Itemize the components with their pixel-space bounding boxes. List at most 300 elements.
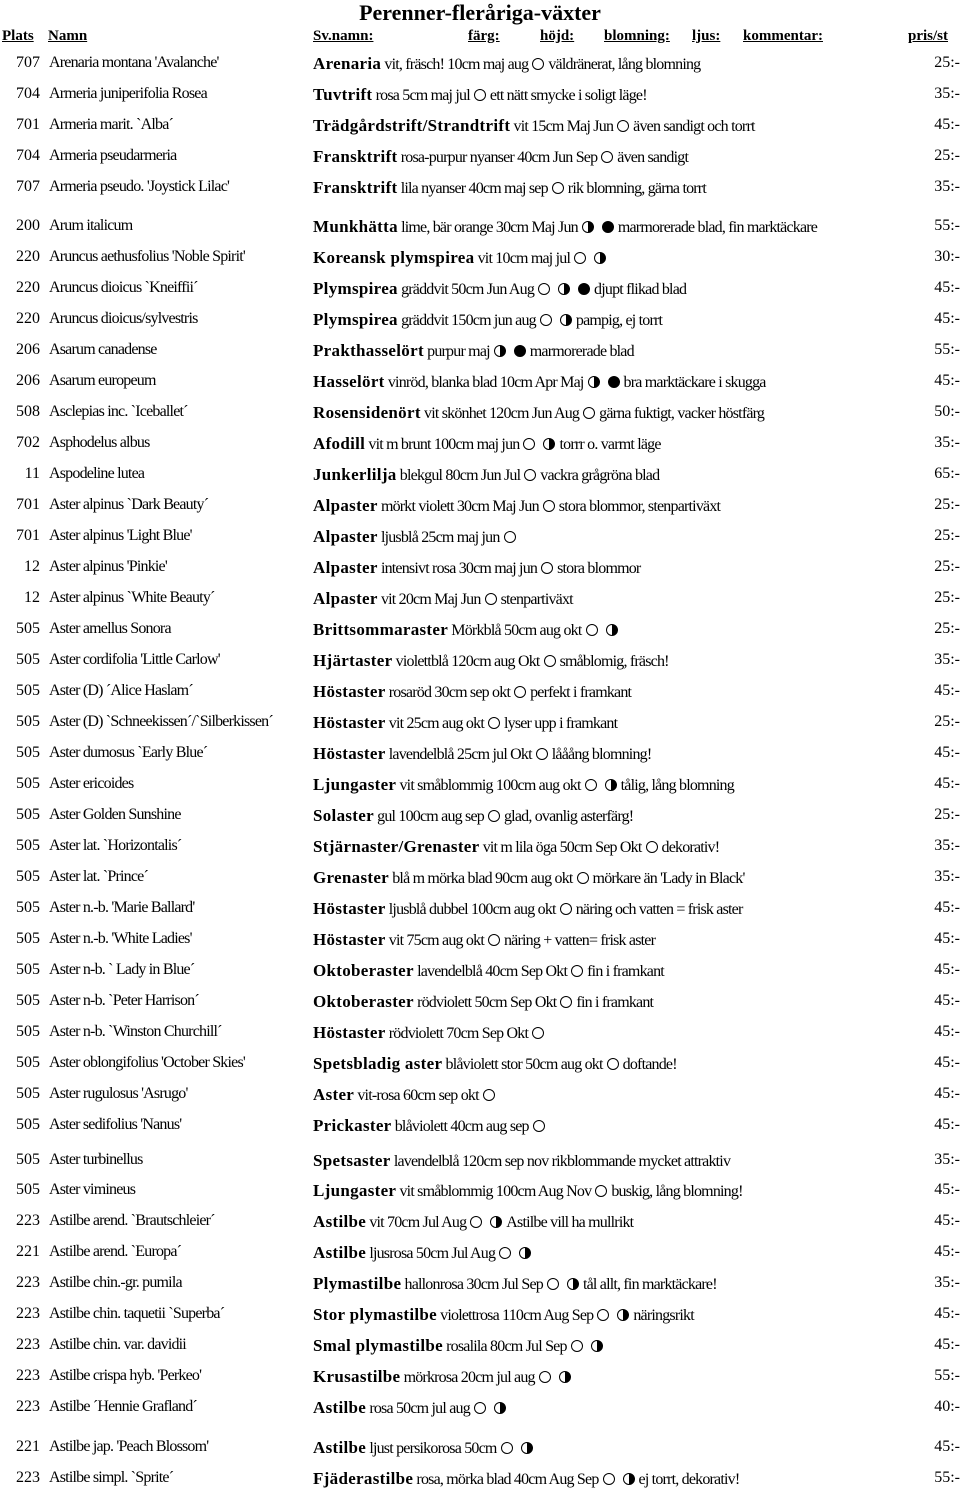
swedish-name: Ljungaster <box>313 775 397 794</box>
table-row <box>0 769 960 799</box>
color-height-bloom: lavendelblå 40cm Sep Okt <box>417 963 568 980</box>
swedish-name: Afodill <box>313 434 366 453</box>
swedish-name: Smal plymastilbe <box>313 1336 443 1355</box>
plats-cell: 505 <box>16 744 40 761</box>
full-sun-icon <box>574 252 586 264</box>
price-cell: 30:- <box>934 248 960 265</box>
swedish-name: Ljungaster <box>313 1181 397 1200</box>
latin-name-cell: Aster alpinus 'Pinkie' <box>49 558 167 575</box>
plats-cell: 505 <box>16 806 40 823</box>
table-row <box>0 552 960 582</box>
price-cell: 45:- <box>934 899 960 916</box>
color-height-bloom: vit 20cm Maj Jun <box>380 591 481 608</box>
description-cell <box>313 1243 923 1263</box>
color-height-bloom: mörkrosa 20cm jul aug <box>403 1369 535 1386</box>
latin-name-cell: Armeria juniperifolia Rosea <box>49 85 207 102</box>
comment: småblomig, fräsch! <box>559 653 669 670</box>
swedish-name: Junkerlilja <box>313 465 397 484</box>
latin-name-cell: Aster sedifolius 'Nanus' <box>49 1116 182 1133</box>
plats-cell: 505 <box>16 1023 40 1040</box>
full-sun-icon <box>586 624 598 636</box>
description-cell <box>313 496 923 516</box>
price-cell: 45:- <box>934 744 960 761</box>
color-height-bloom: vit 75cm aug okt <box>388 932 484 949</box>
price-cell: 45:- <box>934 279 960 296</box>
price-cell: 45:- <box>934 775 960 792</box>
description-cell <box>313 713 923 733</box>
swedish-name: Brittsommaraster <box>313 620 449 639</box>
swedish-name: Fransktrift <box>313 178 398 197</box>
color-height-bloom: violettrosa 110cm Aug Sep <box>440 1307 594 1324</box>
full-sun-icon <box>646 841 658 853</box>
table-row <box>0 676 960 706</box>
comment: rik blomning, gärna torrt <box>567 180 706 197</box>
latin-name-cell: Aster cordifolia 'Little Carlow' <box>49 651 220 668</box>
full-sun-icon <box>583 407 595 419</box>
comment: stenpartiväxt <box>500 591 573 608</box>
table-row <box>0 1361 960 1391</box>
full-sun-icon <box>541 562 553 574</box>
header-pris: pris/st <box>908 28 949 44</box>
table-row <box>0 800 960 830</box>
comment: även sandigt <box>617 149 689 166</box>
price-cell: 35:- <box>934 1151 960 1168</box>
plats-cell: 220 <box>16 248 40 265</box>
full-sun-icon <box>488 934 500 946</box>
table-row <box>0 1110 960 1140</box>
swedish-name: Solaster <box>313 806 374 825</box>
comment: vackra grågröna blad <box>540 467 660 484</box>
swedish-name: Spetsbladig aster <box>313 1054 443 1073</box>
table-row <box>0 110 960 140</box>
latin-name-cell: Astilbe chin. var. davidii <box>49 1336 186 1353</box>
comment: gärna fuktigt, vacker höstfärg <box>599 405 765 422</box>
color-height-bloom: rosalila 80cm Jul Sep <box>446 1338 567 1355</box>
price-cell: 45:- <box>934 310 960 327</box>
table-row <box>0 211 960 241</box>
price-cell: 45:- <box>934 116 960 133</box>
comment: fin i framkant <box>576 994 654 1011</box>
color-height-bloom: vit småblommig 100cm Aug Nov <box>399 1183 592 1200</box>
swedish-name: Arenaria <box>313 54 382 73</box>
table-row <box>0 397 960 427</box>
price-cell: 45:- <box>934 1305 960 1322</box>
table-row <box>0 1206 960 1236</box>
price-cell: 45:- <box>934 1212 960 1229</box>
half-shade-icon <box>606 624 618 636</box>
comment: ett nätt smycke i soligt läge! <box>489 87 647 104</box>
description-cell <box>313 85 923 105</box>
latin-name-cell: Aster alpinus 'Light Blue' <box>49 527 192 544</box>
latin-name-cell: Aster vimineus <box>49 1181 136 1198</box>
description-cell <box>313 1085 923 1105</box>
half-shade-icon <box>490 1216 502 1228</box>
comment: torrr o. varmt läge <box>559 436 661 453</box>
swedish-name: Munkhätta <box>313 217 398 236</box>
price-cell: 55:- <box>934 1469 960 1486</box>
price-cell: 35:- <box>934 868 960 885</box>
full-sun-icon <box>536 748 548 760</box>
shade-icon <box>578 283 590 295</box>
full-sun-icon <box>571 1340 583 1352</box>
color-height-bloom: vit 10cm maj jul <box>477 250 571 267</box>
plats-cell: 505 <box>16 961 40 978</box>
plats-cell: 702 <box>16 434 40 451</box>
swedish-name: Alpaster <box>313 589 378 608</box>
swedish-name: Fjäderastilbe <box>313 1469 414 1488</box>
latin-name-cell: Asclepias inc. `Iceballet´ <box>49 403 188 420</box>
comment: lååång blomning! <box>551 746 652 763</box>
comment: näring + vatten= frisk aster <box>503 932 656 949</box>
price-cell: 25:- <box>934 713 960 730</box>
full-sun-icon <box>504 531 516 543</box>
price-cell: 45:- <box>934 1054 960 1071</box>
plats-cell: 12 <box>24 589 40 606</box>
plats-cell: 505 <box>16 1181 40 1198</box>
description-cell <box>313 1398 923 1418</box>
plats-cell: 508 <box>16 403 40 420</box>
color-height-bloom: purpur maj <box>427 343 490 360</box>
description-cell <box>313 217 923 237</box>
shade-icon <box>608 376 620 388</box>
full-sun-icon <box>533 1120 545 1132</box>
description-cell <box>313 1305 923 1325</box>
swedish-name: Trädgårdstrift/Strandtrift <box>313 116 511 135</box>
header-farg: färg: <box>468 28 500 44</box>
full-sun-icon <box>501 1442 513 1454</box>
swedish-name: Höstaster <box>313 1023 386 1042</box>
color-height-bloom: intensivt rosa 30cm maj jun <box>380 560 538 577</box>
swedish-name: Höstaster <box>313 682 386 701</box>
plats-cell: 505 <box>16 1085 40 1102</box>
latin-name-cell: Astilbe ´Hennie Grafland´ <box>49 1398 197 1415</box>
color-height-bloom: lime, bär orange 30cm Maj Jun <box>401 219 578 236</box>
color-height-bloom: rosa 5cm maj jul <box>375 87 470 104</box>
plats-cell: 223 <box>16 1367 40 1384</box>
description-cell <box>313 620 923 640</box>
latin-name-cell: Arum italicum <box>49 217 133 234</box>
description-cell <box>313 1274 923 1294</box>
comment: djupt flikad blad <box>594 281 687 298</box>
plats-cell: 206 <box>16 341 40 358</box>
half-shade-icon <box>588 376 600 388</box>
plats-cell: 12 <box>24 558 40 575</box>
description-cell <box>313 899 923 919</box>
price-cell: 35:- <box>934 85 960 102</box>
full-sun-icon <box>603 1473 615 1485</box>
color-height-bloom: blå m mörka blad 90cm aug okt <box>392 870 573 887</box>
latin-name-cell: Aster lat. `Prince´ <box>49 868 148 885</box>
plats-cell: 505 <box>16 1151 40 1168</box>
table-row <box>0 1299 960 1329</box>
full-sun-icon <box>488 717 500 729</box>
color-height-bloom: rödviolett 70cm Sep Okt <box>388 1025 529 1042</box>
header-plats: Plats <box>2 28 34 44</box>
price-cell: 55:- <box>934 217 960 234</box>
comment: tål allt, fin marktäckare! <box>582 1276 717 1293</box>
swedish-name: Plymastilbe <box>313 1274 402 1293</box>
full-sun-icon <box>488 810 500 822</box>
color-height-bloom: blekgul 80cm Jun Jul <box>399 467 521 484</box>
latin-name-cell: Aruncus dioicus `Kneiffii´ <box>49 279 198 296</box>
description-cell <box>313 178 923 198</box>
color-height-bloom: hallonrosa 30cm Jul Sep <box>404 1276 543 1293</box>
plats-cell: 505 <box>16 775 40 792</box>
swedish-name: Plymspirea <box>313 310 398 329</box>
color-height-bloom: violettblå 120cm aug Okt <box>395 653 540 670</box>
description-cell <box>313 1181 923 1201</box>
price-cell: 55:- <box>934 341 960 358</box>
description-cell <box>313 1367 923 1387</box>
description-cell <box>313 1116 923 1136</box>
swedish-name: Grenaster <box>313 868 390 887</box>
color-height-bloom: ljusblå 25cm maj jun <box>380 529 500 546</box>
description-cell <box>313 341 923 361</box>
plats-cell: 223 <box>16 1398 40 1415</box>
comment: fin i framkant <box>587 963 664 980</box>
swedish-name: Astilbe <box>313 1398 367 1417</box>
color-height-bloom: blåviolett stor 50cm aug okt <box>445 1056 603 1073</box>
header-blomning: blomning: <box>604 28 670 44</box>
swedish-name: Rosensidenört <box>313 403 421 422</box>
latin-name-cell: Arenaria montana 'Avalanche' <box>49 54 219 71</box>
price-cell: 45:- <box>934 372 960 389</box>
plats-cell: 223 <box>16 1212 40 1229</box>
half-shade-icon <box>605 779 617 791</box>
plats-cell: 223 <box>16 1336 40 1353</box>
comment: näringsrikt <box>633 1307 694 1324</box>
plats-cell: 505 <box>16 682 40 699</box>
swedish-name: Oktoberaster <box>313 961 414 980</box>
latin-name-cell: Asarum europeum <box>49 372 156 389</box>
plats-cell: 221 <box>16 1438 40 1455</box>
comment: även sandigt och torrt <box>633 118 755 135</box>
color-height-bloom: rosa, mörka blad 40cm Aug Sep <box>416 1471 599 1488</box>
description-cell <box>313 837 923 857</box>
full-sun-icon <box>485 593 497 605</box>
price-cell: 45:- <box>934 992 960 1009</box>
color-height-bloom: ljusblå dubbel 100cm aug okt <box>388 901 556 918</box>
plats-cell: 704 <box>16 85 40 102</box>
swedish-name: Astilbe <box>313 1212 367 1231</box>
swedish-name: Stor plymastilbe <box>313 1305 437 1324</box>
color-height-bloom: lavendelblå 25cm jul Okt <box>388 746 532 763</box>
latin-name-cell: Aster amellus Sonora <box>49 620 171 637</box>
table-row <box>0 521 960 551</box>
price-cell: 45:- <box>934 682 960 699</box>
price-cell: 45:- <box>934 1181 960 1198</box>
header-namn: Namn <box>48 28 88 44</box>
plats-cell: 505 <box>16 930 40 947</box>
latin-name-cell: Astilbe arend. `Europa´ <box>49 1243 182 1260</box>
price-cell: 35:- <box>934 178 960 195</box>
color-height-bloom: ljusrosa 50cm Jul Aug <box>369 1245 496 1262</box>
plats-cell: 200 <box>16 217 40 234</box>
latin-name-cell: Aster n-b. `Winston Churchill´ <box>49 1023 222 1040</box>
plats-cell: 505 <box>16 899 40 916</box>
plats-cell: 707 <box>16 178 40 195</box>
header-hojd: höjd: <box>540 28 575 44</box>
full-sun-icon <box>474 1402 486 1414</box>
description-cell <box>313 310 923 330</box>
description-cell <box>313 961 923 981</box>
comment: buskig, lång blomning! <box>611 1183 743 1200</box>
description-cell <box>313 372 923 392</box>
color-height-bloom: vit 70cm Jul Aug <box>369 1214 467 1231</box>
table-row <box>0 490 960 520</box>
latin-name-cell: Armeria pseudo. 'Joystick Lilac' <box>49 178 230 195</box>
table-row <box>0 1432 960 1462</box>
latin-name-cell: Aster alpinus `Dark Beauty´ <box>49 496 209 513</box>
table-row <box>0 1237 960 1267</box>
color-height-bloom: vit, fräsch! 10cm maj aug <box>384 56 529 73</box>
description-cell <box>313 775 923 795</box>
plats-cell: 223 <box>16 1469 40 1486</box>
plats-cell: 505 <box>16 837 40 854</box>
table-row <box>0 893 960 923</box>
full-sun-icon <box>571 965 583 977</box>
latin-name-cell: Astilbe crispa hyb. 'Perkeo' <box>49 1367 202 1384</box>
header-ljus: ljus: <box>692 28 721 44</box>
table-row <box>0 242 960 272</box>
plats-cell: 206 <box>16 372 40 389</box>
price-cell: 35:- <box>934 434 960 451</box>
table-row <box>0 1079 960 1109</box>
price-cell: 35:- <box>934 651 960 668</box>
color-height-bloom: vit småblommig 100cm aug okt <box>399 777 581 794</box>
swedish-name: Alpaster <box>313 527 378 546</box>
price-cell: 25:- <box>934 620 960 637</box>
description-cell <box>313 651 923 671</box>
price-cell: 25:- <box>934 558 960 575</box>
description-cell <box>313 465 923 485</box>
color-height-bloom: vit 15cm Maj Jun <box>513 118 614 135</box>
plats-cell: 223 <box>16 1274 40 1291</box>
comment: marmorerade blad <box>529 343 634 360</box>
table-row <box>0 645 960 675</box>
price-cell: 25:- <box>934 147 960 164</box>
color-height-bloom: blåviolett 40cm aug sep <box>394 1118 529 1135</box>
description-cell <box>313 1469 923 1489</box>
color-height-bloom: gul 100cm aug sep <box>377 808 484 825</box>
comment: näring och vatten = frisk aster <box>575 901 743 918</box>
shade-icon <box>602 221 614 233</box>
full-sun-icon <box>601 151 613 163</box>
price-cell: 25:- <box>934 527 960 544</box>
color-height-bloom: vit 25cm aug okt <box>388 715 484 732</box>
column-header <box>0 28 960 48</box>
table-row <box>0 583 960 613</box>
price-cell: 25:- <box>934 589 960 606</box>
plats-cell: 701 <box>16 496 40 513</box>
latin-name-cell: Astilbe arend. `Brautschleier´ <box>49 1212 215 1229</box>
price-cell: 65:- <box>934 465 960 482</box>
table-row <box>0 141 960 171</box>
half-shade-icon <box>560 314 572 326</box>
comment: perfekt i framkant <box>530 684 632 701</box>
latin-name-cell: Aster n.-b. 'Marie Ballard' <box>49 899 195 916</box>
color-height-bloom: lavendelblå 120cm sep nov rikblommande mycket attraktiv <box>393 1153 731 1170</box>
half-shade-icon <box>591 1340 603 1352</box>
table-row <box>0 1175 960 1205</box>
table-row <box>0 79 960 109</box>
plats-cell: 505 <box>16 651 40 668</box>
description-cell <box>313 279 923 299</box>
latin-name-cell: Aster n-b. `Peter Harrison´ <box>49 992 199 1009</box>
table-row <box>0 172 960 202</box>
description-cell <box>313 527 923 547</box>
full-sun-icon <box>483 1089 495 1101</box>
price-cell: 35:- <box>934 837 960 854</box>
swedish-name: Stjärnaster/Grenaster <box>313 837 480 856</box>
table-row <box>0 1330 960 1360</box>
swedish-name: Krusastilbe <box>313 1367 401 1386</box>
latin-name-cell: Armeria marit. `Alba´ <box>49 116 174 133</box>
description-cell <box>313 116 923 136</box>
full-sun-icon <box>470 1216 482 1228</box>
latin-name-cell: Aster Golden Sunshine <box>49 806 181 823</box>
full-sun-icon <box>532 1027 544 1039</box>
price-cell: 45:- <box>934 961 960 978</box>
full-sun-icon <box>514 686 526 698</box>
price-cell: 35:- <box>934 1274 960 1291</box>
color-height-bloom: vinröd, blanka blad 10cm Apr Maj <box>387 374 584 391</box>
comment: lyser upp i framkant <box>503 715 618 732</box>
comment: dekorativ! <box>661 839 720 856</box>
swedish-name: Prickaster <box>313 1116 392 1135</box>
latin-name-cell: Aster alpinus `White Beauty´ <box>49 589 215 606</box>
description-cell <box>313 1212 923 1232</box>
full-sun-icon <box>595 1185 607 1197</box>
description-cell <box>313 682 923 702</box>
latin-name-cell: Aster turbinellus <box>49 1151 143 1168</box>
color-height-bloom: ljust persikorosa 50cm <box>369 1440 497 1457</box>
half-shade-icon <box>617 1309 629 1321</box>
description-cell <box>313 54 923 74</box>
plats-cell: 701 <box>16 527 40 544</box>
full-sun-icon <box>585 779 597 791</box>
table-row <box>0 428 960 458</box>
full-sun-icon <box>597 1309 609 1321</box>
full-sun-icon <box>543 500 555 512</box>
plats-cell: 704 <box>16 147 40 164</box>
latin-name-cell: Aruncus dioicus/sylvestris <box>49 310 198 327</box>
comment: doftande! <box>622 1056 677 1073</box>
swedish-name: Astilbe <box>313 1438 367 1457</box>
table-row <box>0 304 960 334</box>
latin-name-cell: Astilbe chin. taquetii `Superba´ <box>49 1305 225 1322</box>
description-cell <box>313 558 923 578</box>
plats-cell: 701 <box>16 116 40 133</box>
price-cell: 40:- <box>934 1398 960 1415</box>
plats-cell: 505 <box>16 992 40 1009</box>
description-cell <box>313 1054 923 1074</box>
price-cell: 25:- <box>934 54 960 71</box>
comment: Astilbe vill ha mullrikt <box>506 1214 634 1231</box>
latin-name-cell: Aster n.-b. 'White Ladies' <box>49 930 192 947</box>
full-sun-icon <box>617 120 629 132</box>
half-shade-icon <box>543 438 555 450</box>
comment: pampig, ej torrt <box>575 312 663 329</box>
description-cell <box>313 434 923 454</box>
table-row <box>0 707 960 737</box>
table-row <box>0 459 960 489</box>
comment: marmorerade blad, fin marktäckare <box>617 219 818 236</box>
half-shade-icon <box>559 1371 571 1383</box>
latin-name-cell: Asphodelus albus <box>49 434 150 451</box>
plats-cell: 505 <box>16 713 40 730</box>
full-sun-icon <box>499 1247 511 1259</box>
